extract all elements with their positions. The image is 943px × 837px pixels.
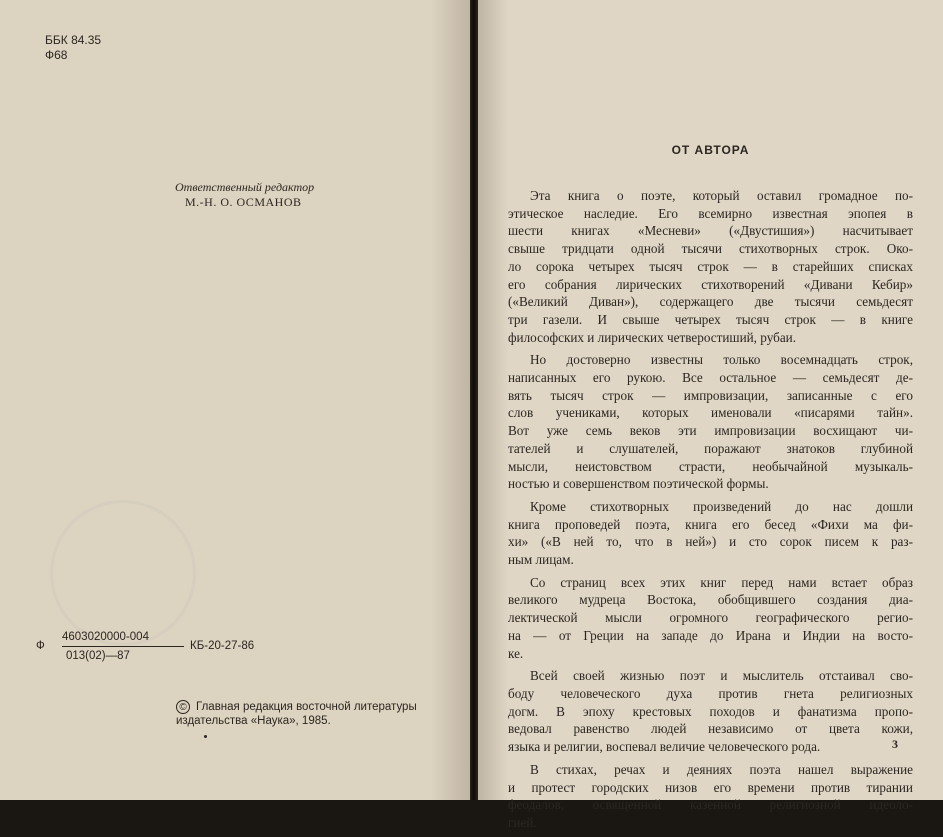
preface-paragraph bbox=[508, 574, 913, 663]
text-line: («Великий Диван»), содержащего две тысячи семьдесят bbox=[508, 294, 913, 310]
editor-name: М.-Н. О. ОСМАНОВ bbox=[185, 195, 302, 209]
text-line: ностью и совершенством поэтической формы. bbox=[508, 476, 769, 492]
editor-block bbox=[175, 180, 314, 210]
copyright-line-2: издательства «Наука», 1985. bbox=[176, 715, 331, 728]
bleed-through-title bbox=[228, 242, 452, 327]
bbk-index bbox=[45, 33, 101, 63]
catalog-kb-code: КБ-20-27-86 bbox=[190, 640, 255, 652]
text-line: шести книгах «Месневи» («Двустишия») насчитывает bbox=[508, 223, 913, 239]
catalog-denominator: 013(02)—87 bbox=[66, 650, 130, 662]
preface-paragraph bbox=[508, 761, 913, 832]
copyright-block bbox=[176, 700, 417, 728]
author-mark: Ф68 bbox=[45, 48, 68, 62]
preface-text bbox=[508, 187, 913, 837]
page-title: ОТ АВТОРА bbox=[671, 143, 750, 157]
text-line: на — от Греции на западе до Ирана и Индии на восто- bbox=[508, 627, 913, 643]
text-line: боду человеческого духа против гнета религиозных bbox=[508, 685, 913, 701]
bleed-through-stamp bbox=[50, 500, 196, 646]
text-line: догм. В эпоху крестовых походов и фанатизма пропо- bbox=[508, 703, 913, 719]
text-line: Всей своей жизнью поэт и мыслитель отстаивал сво- bbox=[530, 668, 913, 684]
text-line: В стихах, речах и деяниях поэта нашел выражение bbox=[530, 761, 913, 777]
text-line: написанных его рукою. Все остальное — семьдесят де- bbox=[508, 370, 913, 386]
copyright-icon: © bbox=[176, 700, 190, 714]
text-line: гией. bbox=[508, 814, 537, 830]
text-line: хи» («В ней то, что в ней») и сто сорок писем к раз- bbox=[508, 534, 913, 550]
catalog-prefix: Ф bbox=[36, 640, 45, 652]
text-line: языка и религии, воспевал величие человеческого рода. bbox=[508, 739, 821, 755]
text-line: ным лицам. bbox=[508, 552, 574, 568]
page-number: 3 bbox=[892, 737, 898, 751]
preface-paragraph bbox=[508, 187, 913, 346]
text-line: и протест городских низов его времени против тирании bbox=[508, 779, 913, 795]
text-line: Но достоверно известны только восемнадцать строк, bbox=[530, 352, 913, 368]
text-line: ло сорока четырех тысяч строк — в старейших списках bbox=[508, 258, 913, 274]
ink-speck bbox=[204, 735, 207, 738]
text-line: Кроме стихотворных произведений до нас дошли bbox=[530, 498, 913, 514]
text-line: лектической мысли огромного географического регио- bbox=[508, 610, 913, 626]
text-line: тателей и слушателей, поражают знатоков глубиной bbox=[508, 440, 913, 456]
text-line: слов учениками, которых именовали «писарями тайн». bbox=[508, 405, 913, 421]
preface-paragraph bbox=[508, 667, 913, 756]
text-line: вять тысяч строк — импровизации, записанные с его bbox=[508, 387, 913, 403]
text-line: книга проповедей поэта, книга его бесед «Фихи ма фи- bbox=[508, 516, 913, 532]
text-line: его собрания лирических стихотворений «Дивани Кебир» bbox=[508, 276, 913, 292]
text-line: Эта книга о поэте, который оставил громадное по- bbox=[530, 188, 913, 203]
text-line: Со страниц всех этих книг перед нами встает образ bbox=[530, 574, 913, 590]
text-line: три газели. И свыше четырех тысяч строк — в книге bbox=[508, 311, 913, 327]
text-line: феодалов, освященной казенной религиозной идеоло- bbox=[508, 797, 913, 813]
bbk-code: ББК 84.35 bbox=[45, 33, 102, 47]
left-page bbox=[0, 0, 470, 800]
text-line: этическое наследие. Его всемирно известная эпопея в bbox=[508, 205, 913, 221]
catalog-fraction bbox=[62, 630, 184, 664]
copyright-line-1: Главная редакция восточной литературы bbox=[196, 701, 417, 714]
text-line: философских и лирических четверостиший, рубаи. bbox=[508, 329, 797, 345]
text-line: ке. bbox=[508, 645, 524, 661]
preface-paragraph bbox=[508, 351, 913, 493]
book-gutter bbox=[470, 0, 478, 800]
text-line: свыше тридцати одной тысячи стихотворных строк. Око- bbox=[508, 241, 913, 257]
editor-role: Ответственный редактор bbox=[175, 180, 315, 194]
text-line: Вот уже семь веков эти импровизации восхищают чи- bbox=[508, 423, 913, 439]
catalog-numerator: 4603020000-004 bbox=[62, 630, 184, 647]
preface-paragraph bbox=[508, 498, 913, 569]
text-line: ведовал равенство людей независимо от цвета кожи, bbox=[508, 721, 913, 737]
text-line: мысли, неистовством страсти, необычайной музыкаль- bbox=[508, 458, 913, 474]
text-line: великого мудреца Востока, обобщившего создания диа- bbox=[508, 592, 913, 608]
right-page bbox=[478, 0, 943, 830]
